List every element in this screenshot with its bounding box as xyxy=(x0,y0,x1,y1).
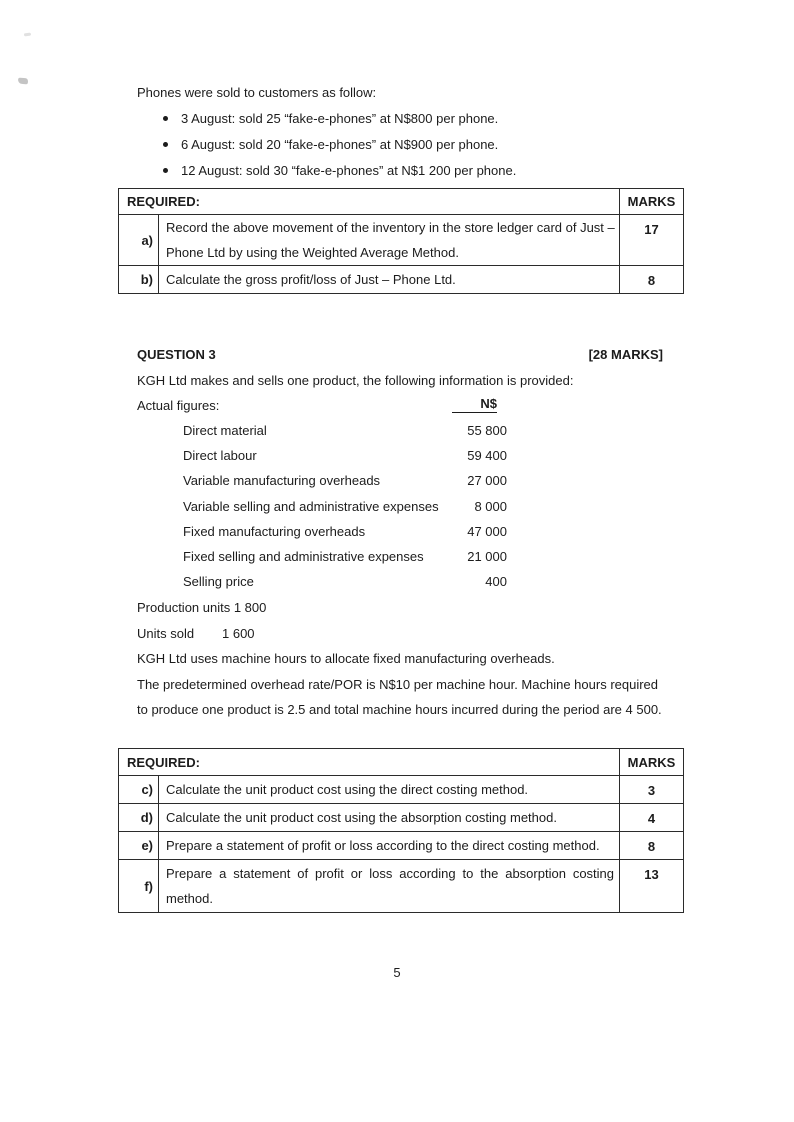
row-label: d) xyxy=(119,804,159,832)
task-line: Record the above movement of the inventory in the store ledger card of Just – xyxy=(166,220,615,235)
por-text-line-2: to produce one product is 2.5 and total machine hours incurred during the period are 4 500. xyxy=(137,702,662,717)
figure-label: Direct labour xyxy=(183,448,257,464)
task-line: Calculate the unit product cost using the direct costing method. xyxy=(166,782,529,797)
units-sold-label: Units sold xyxy=(137,626,195,641)
row-label: c) xyxy=(119,776,159,804)
figure-value: 59 400 xyxy=(467,448,507,464)
bullet-item-text: 3 August: sold 25 “fake-e-phones” at N$800 per phone. xyxy=(181,111,499,126)
table-row-a xyxy=(119,215,684,266)
question-intro-text: KGH Ltd makes and sells one product, the following information is provided: xyxy=(137,373,574,388)
bullet-dot-icon xyxy=(163,168,168,173)
machine-hours-text: KGH Ltd uses machine hours to allocate fixed manufacturing overheads. xyxy=(137,651,555,666)
figure-row xyxy=(183,448,507,473)
units-sold-value: 1 600 xyxy=(222,626,255,641)
table-row-b xyxy=(119,266,684,294)
task-line: Calculate the unit product cost using the absorption costing method. xyxy=(166,810,557,825)
task-line: Calculate the gross profit/loss of Just – Phone Ltd. xyxy=(166,272,456,287)
figure-row xyxy=(183,423,507,448)
task-line: Phone Ltd by using the Weighted Average Method. xyxy=(166,245,459,260)
row-task-text xyxy=(159,215,620,266)
page-number: 5 xyxy=(393,965,401,980)
figure-row xyxy=(183,473,507,498)
figure-label: Direct material xyxy=(183,423,267,438)
figure-value: 27 000 xyxy=(467,473,507,489)
required-header-cell: REQUIRED: xyxy=(119,749,620,776)
row-marks: 3 xyxy=(620,776,684,804)
bullet-item-2 xyxy=(163,137,498,152)
row-task-text xyxy=(159,266,620,294)
required-header-cell: REQUIRED: xyxy=(119,189,620,215)
table-header-row xyxy=(119,189,684,215)
row-marks: 8 xyxy=(620,832,684,860)
marks-header-cell: MARKS xyxy=(620,749,684,776)
scan-smudge-faint xyxy=(24,33,31,37)
question-heading-row xyxy=(137,347,663,362)
task-line: Prepare a statement of profit or loss according to the direct costing method. xyxy=(166,838,600,853)
figure-label: Selling price xyxy=(183,574,254,590)
production-units-text: Production units 1 800 xyxy=(137,600,267,615)
row-marks: 8 xyxy=(620,266,684,294)
bullet-item-3 xyxy=(163,163,516,178)
row-label: a) xyxy=(119,215,159,266)
task-line: Prepare a statement of profit or loss according to the absorption costing xyxy=(166,866,615,881)
row-label: b) xyxy=(119,266,159,294)
table-row-e xyxy=(119,832,684,860)
figure-label: Variable manufacturing overheads xyxy=(183,473,381,489)
bullet-dot-icon xyxy=(163,116,168,121)
row-task-text xyxy=(159,804,620,832)
figure-label: Fixed selling and administrative expenses xyxy=(183,548,424,564)
figure-label: Variable selling and administrative expenses xyxy=(183,498,439,514)
actual-figures-label: Actual figures: xyxy=(137,398,220,413)
marks-header-cell: MARKS xyxy=(620,189,684,215)
bullet-item-text: 6 August: sold 20 “fake-e-phones” at N$900 per phone. xyxy=(181,137,499,152)
row-marks: 13 xyxy=(620,860,684,913)
question-title: QUESTION 3 xyxy=(137,347,216,362)
row-task-text xyxy=(159,776,620,804)
figure-value: 8 000 xyxy=(474,498,507,514)
row-marks: 4 xyxy=(620,804,684,832)
bullet-dot-icon xyxy=(163,142,168,147)
table-row-f xyxy=(119,860,684,913)
row-task-text xyxy=(159,832,620,860)
figure-row xyxy=(183,524,507,549)
figure-row xyxy=(183,499,507,524)
row-label: f) xyxy=(119,860,159,913)
figure-row xyxy=(183,574,507,599)
row-task-text xyxy=(159,860,620,913)
currency-column-header: N$ xyxy=(452,396,497,413)
task-line: method. xyxy=(166,891,213,906)
figure-value: 55 800 xyxy=(467,423,507,438)
table-header-row xyxy=(119,749,684,776)
por-text-line-1: The predetermined overhead rate/POR is N$10 per machine hour. Machine hours required xyxy=(137,677,659,692)
table-row-d xyxy=(119,804,684,832)
intro-lead-text: Phones were sold to customers as follow: xyxy=(137,85,377,100)
question-total-marks: [28 MARKS] xyxy=(588,347,663,362)
required-table-1 xyxy=(118,188,684,294)
scan-smudge-dark xyxy=(18,78,28,85)
figures-list xyxy=(183,423,507,599)
bullet-item-1 xyxy=(163,111,498,126)
figure-label: Fixed manufacturing overheads xyxy=(183,523,366,539)
figure-value: 47 000 xyxy=(467,523,507,539)
figure-value: 21 000 xyxy=(467,548,507,564)
table-row-c xyxy=(119,776,684,804)
row-label: e) xyxy=(119,832,159,860)
bullet-item-text: 12 August: sold 30 “fake-e-phones” at N$1 200 per phone. xyxy=(181,163,517,178)
required-table-2 xyxy=(118,748,684,913)
figure-row xyxy=(183,549,507,574)
row-marks: 17 xyxy=(620,215,684,266)
figure-value: 400 xyxy=(485,574,507,590)
